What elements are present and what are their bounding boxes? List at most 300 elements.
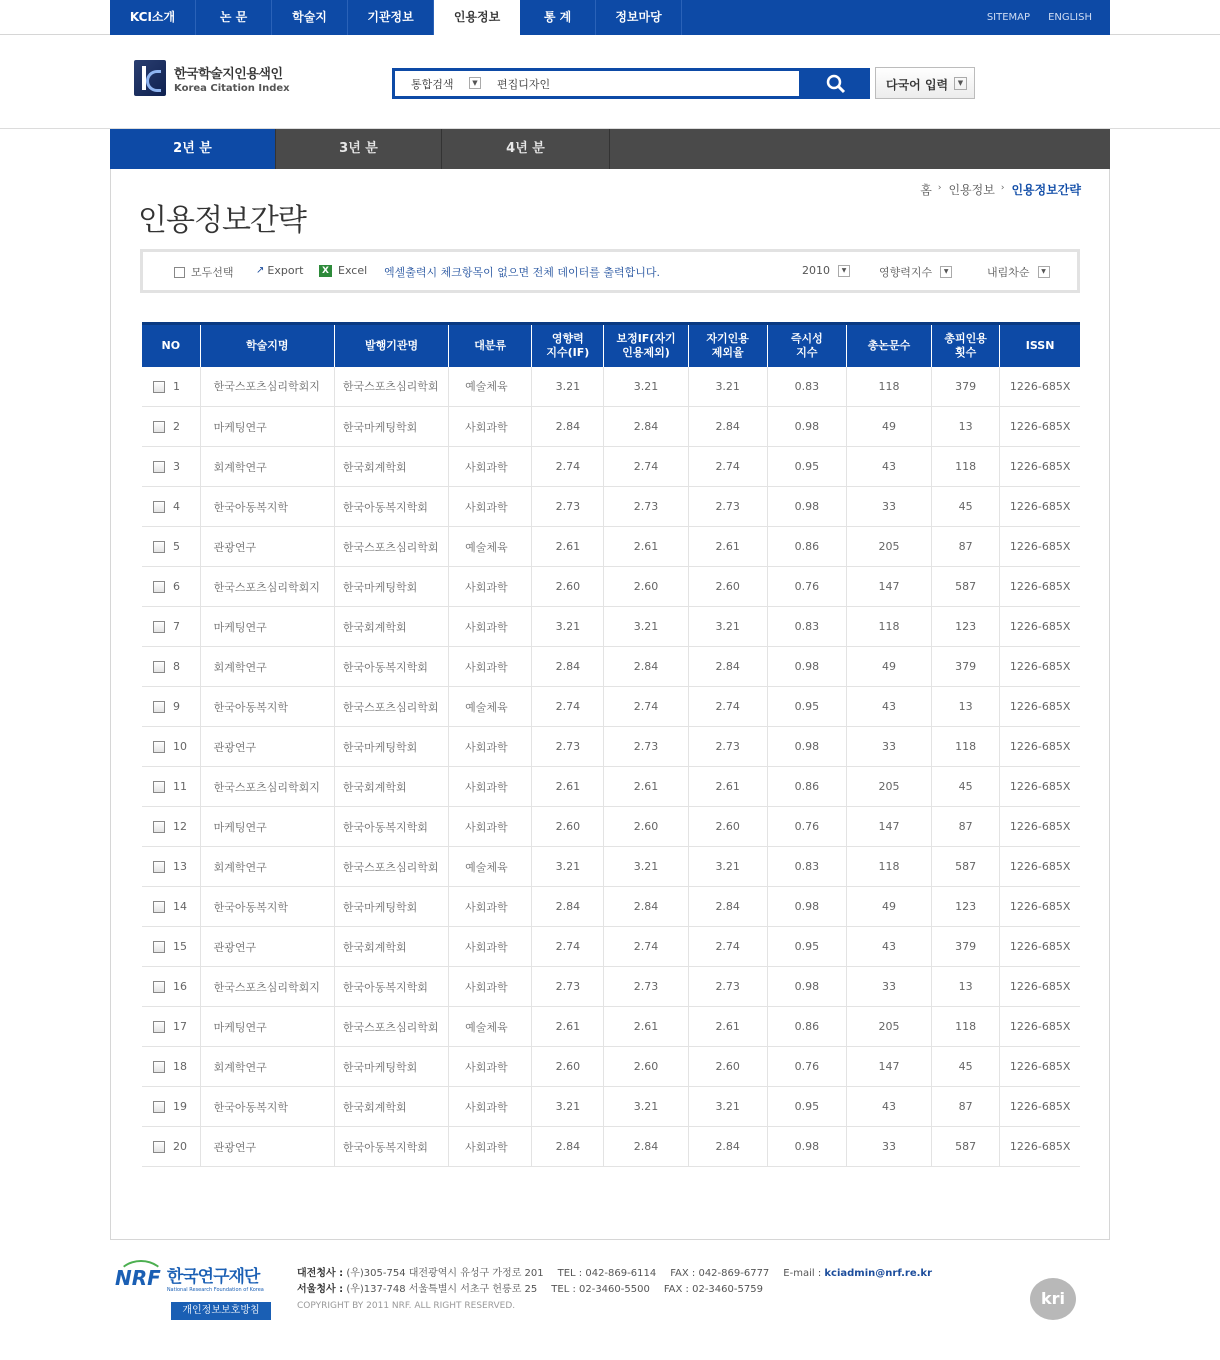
issn: 1226-685X	[1000, 527, 1080, 567]
adjusted-if: 2.60	[604, 567, 688, 607]
category: 사회과학	[449, 407, 532, 447]
row-number-label: 20	[173, 1140, 187, 1153]
immediacy-index: 0.95	[767, 687, 846, 727]
row-checkbox[interactable]	[153, 781, 165, 793]
row-number	[142, 447, 200, 487]
immediacy-index: 0.76	[767, 567, 846, 607]
row-checkbox[interactable]	[153, 701, 165, 713]
journal-name[interactable]: 관광연구	[200, 927, 334, 967]
immediacy-index: 0.95	[767, 447, 846, 487]
table-row	[142, 967, 1080, 1007]
issn: 1226-685X	[1000, 847, 1080, 887]
adjusted-if: 2.60	[604, 1047, 688, 1087]
row-checkbox[interactable]	[153, 621, 165, 633]
impact-factor: 3.21	[532, 847, 604, 887]
self-citation-rate: 2.84	[688, 1127, 767, 1167]
impact-factor: 2.61	[532, 1007, 604, 1047]
year-select[interactable]	[802, 264, 850, 277]
self-citation-rate: 2.60	[688, 807, 767, 847]
adjusted-if: 3.21	[604, 607, 688, 647]
excel-note: 엑셀출력시 체크항목이 없으면 전체 데이터를 출력합니다.	[384, 266, 661, 279]
impact-factor: 2.60	[532, 807, 604, 847]
row-number-label: 5	[173, 540, 180, 553]
category: 사회과학	[449, 767, 532, 807]
excel-button[interactable]	[319, 264, 367, 277]
header-no: NO	[142, 324, 200, 367]
row-number-label: 6	[173, 580, 180, 593]
export-icon: ↗	[256, 265, 265, 276]
total-citations: 87	[932, 807, 1000, 847]
top-bar	[0, 0, 1220, 35]
table-row	[142, 807, 1080, 847]
adjusted-if: 3.21	[604, 847, 688, 887]
immediacy-index: 0.83	[767, 607, 846, 647]
table-row	[142, 767, 1080, 807]
publisher-name: 한국마케팅학회	[334, 887, 448, 927]
table-row	[142, 1007, 1080, 1047]
category: 예술체육	[449, 1007, 532, 1047]
adjusted-if: 2.84	[604, 887, 688, 927]
self-citation-rate: 2.84	[688, 407, 767, 447]
nav-item-citation[interactable]: 인용정보	[434, 0, 520, 35]
row-number-label: 17	[173, 1020, 187, 1033]
row-number	[142, 847, 200, 887]
seoul-label: 서울청사 :	[297, 1284, 344, 1295]
issn: 1226-685X	[1000, 567, 1080, 607]
journal-name[interactable]: 회계학연구	[200, 847, 334, 887]
kri-logo[interactable]: kri	[1030, 1278, 1076, 1320]
publisher-name: 한국스포츠심리학회	[334, 687, 448, 727]
row-checkbox[interactable]	[153, 981, 165, 993]
issn: 1226-685X	[1000, 1007, 1080, 1047]
impact-factor: 2.61	[532, 767, 604, 807]
row-number	[142, 367, 200, 407]
category: 사회과학	[449, 1087, 532, 1127]
util-links	[987, 0, 1110, 35]
journal-name[interactable]: 한국아동복지학	[200, 487, 334, 527]
self-citation-rate: 2.74	[688, 927, 767, 967]
total-citations: 123	[932, 887, 1000, 927]
issn: 1226-685X	[1000, 727, 1080, 767]
category: 예술체육	[449, 367, 532, 407]
impact-factor: 2.84	[532, 1127, 604, 1167]
impact-factor: 2.73	[532, 967, 604, 1007]
publisher-name: 한국마케팅학회	[334, 727, 448, 767]
row-checkbox[interactable]	[153, 821, 165, 833]
row-checkbox[interactable]	[153, 381, 165, 393]
immediacy-index: 0.98	[767, 887, 846, 927]
main-content	[110, 169, 1110, 1240]
total-papers: 33	[846, 967, 931, 1007]
email-label: E-mail :	[783, 1268, 822, 1279]
issn: 1226-685X	[1000, 887, 1080, 927]
self-citation-rate: 2.61	[688, 767, 767, 807]
page-title: 인용정보간략	[138, 203, 306, 238]
publisher-name: 한국아동복지학회	[334, 647, 448, 687]
total-papers: 205	[846, 1007, 931, 1047]
total-papers: 147	[846, 807, 931, 847]
row-checkbox[interactable]	[153, 1101, 165, 1113]
category: 사회과학	[449, 927, 532, 967]
header-total-citations: 총피인용 횟수	[932, 324, 1000, 367]
total-citations: 13	[932, 687, 1000, 727]
footer-address	[297, 1266, 946, 1314]
row-number-label: 18	[173, 1060, 187, 1073]
adjusted-if: 2.61	[604, 1007, 688, 1047]
total-papers: 49	[846, 887, 931, 927]
immediacy-index: 0.86	[767, 527, 846, 567]
adjusted-if: 2.73	[604, 487, 688, 527]
issn: 1226-685X	[1000, 1087, 1080, 1127]
chevron-down-icon: ▼	[1038, 266, 1050, 278]
issn: 1226-685X	[1000, 647, 1080, 687]
table-row	[142, 527, 1080, 567]
self-citation-rate: 3.21	[688, 847, 767, 887]
total-citations: 379	[932, 927, 1000, 967]
tab-4year[interactable]: 4년 분	[442, 129, 610, 169]
impact-factor: 2.61	[532, 527, 604, 567]
publisher-name: 한국회계학회	[334, 927, 448, 967]
journal-name[interactable]: 회계학연구	[200, 1047, 334, 1087]
row-number	[142, 607, 200, 647]
row-number	[142, 1047, 200, 1087]
total-citations: 379	[932, 647, 1000, 687]
tab-2year[interactable]: 2년 분	[110, 129, 276, 169]
table-toolbar	[140, 249, 1080, 293]
total-citations: 13	[932, 967, 1000, 1007]
nav-item-papers[interactable]: 논 문	[196, 0, 272, 35]
nav-item-kci-intro[interactable]: KCI소개	[110, 0, 196, 35]
adjusted-if: 2.61	[604, 527, 688, 567]
multilang-input-button[interactable]	[875, 67, 975, 99]
self-citation-rate: 3.21	[688, 607, 767, 647]
impact-factor: 2.84	[532, 887, 604, 927]
adjusted-if: 2.60	[604, 807, 688, 847]
total-papers: 49	[846, 647, 931, 687]
row-checkbox[interactable]	[153, 941, 165, 953]
table-row	[142, 367, 1080, 407]
journal-name[interactable]: 회계학연구	[200, 647, 334, 687]
journal-name[interactable]: 관광연구	[200, 727, 334, 767]
row-checkbox[interactable]	[153, 901, 165, 913]
order-select[interactable]	[987, 264, 1050, 280]
journal-name[interactable]: 마케팅연구	[200, 407, 334, 447]
impact-factor: 2.74	[532, 927, 604, 967]
total-citations: 13	[932, 407, 1000, 447]
row-number	[142, 1007, 200, 1047]
total-papers: 33	[846, 487, 931, 527]
row-number-label: 12	[173, 820, 187, 833]
total-citations: 379	[932, 367, 1000, 407]
row-number	[142, 887, 200, 927]
footer	[110, 1240, 1110, 1360]
header-issn: ISSN	[1000, 324, 1080, 367]
row-checkbox[interactable]	[153, 421, 165, 433]
breadcrumb-home[interactable]: 홈	[920, 183, 932, 197]
immediacy-index: 0.98	[767, 647, 846, 687]
sort-by-select[interactable]	[879, 264, 952, 280]
logo-english: Korea Citation Index	[174, 82, 290, 94]
row-number	[142, 767, 200, 807]
publisher-name: 한국스포츠심리학회	[334, 367, 448, 407]
table-row	[142, 647, 1080, 687]
impact-factor: 2.73	[532, 487, 604, 527]
row-checkbox[interactable]	[153, 741, 165, 753]
issn: 1226-685X	[1000, 407, 1080, 447]
category: 사회과학	[449, 887, 532, 927]
row-number	[142, 527, 200, 567]
row-checkbox[interactable]	[153, 541, 165, 553]
breadcrumb	[916, 181, 1081, 198]
breadcrumb-current: 인용정보간략	[1011, 183, 1081, 197]
table-row	[142, 607, 1080, 647]
export-label: Export	[267, 264, 304, 277]
immediacy-index: 0.83	[767, 367, 846, 407]
total-papers: 147	[846, 567, 931, 607]
kci-logo-icon	[134, 60, 166, 96]
self-citation-rate: 2.60	[688, 567, 767, 607]
chevron-down-icon[interactable]: ▼	[469, 77, 481, 89]
chevron-right-icon: ›	[1000, 183, 1005, 193]
adjusted-if: 2.74	[604, 927, 688, 967]
journal-name[interactable]: 마케팅연구	[200, 607, 334, 647]
daejeon-label: 대전청사 :	[297, 1268, 344, 1279]
row-checkbox[interactable]	[153, 861, 165, 873]
nav-item-info[interactable]: 정보마당	[596, 0, 682, 35]
chevron-down-icon: ▼	[838, 265, 850, 277]
search-category[interactable]: 통합검색	[411, 78, 454, 91]
total-citations: 118	[932, 727, 1000, 767]
daejeon-fax: FAX : 042-869-6777	[670, 1268, 770, 1279]
row-number-label: 9	[173, 700, 180, 713]
immediacy-index: 0.98	[767, 727, 846, 767]
nrf-name-english: National Research Foundation of Korea	[166, 1287, 264, 1293]
main-nav	[110, 0, 1110, 35]
logo-korean: 한국학술지인용색인	[174, 66, 283, 82]
category: 사회과학	[449, 447, 532, 487]
total-papers: 49	[846, 407, 931, 447]
year-select-value: 2010	[802, 264, 830, 277]
search-button[interactable]	[802, 68, 870, 99]
nrf-logo-mark: NRF	[115, 1265, 161, 1290]
year-tabs	[110, 129, 1110, 169]
total-papers: 43	[846, 927, 931, 967]
kci-logo[interactable]	[134, 60, 290, 96]
total-citations: 87	[932, 1087, 1000, 1127]
journal-name[interactable]: 한국아동복지학	[200, 687, 334, 727]
issn: 1226-685X	[1000, 447, 1080, 487]
category: 사회과학	[449, 727, 532, 767]
row-checkbox[interactable]	[153, 461, 165, 473]
impact-factor: 3.21	[532, 1087, 604, 1127]
excel-icon: X	[319, 265, 332, 277]
row-number	[142, 567, 200, 607]
journal-name[interactable]: 한국아동복지학	[200, 887, 334, 927]
row-number-label: 11	[173, 780, 187, 793]
chevron-down-icon: ▼	[954, 77, 967, 90]
sitemap-link[interactable]: SITEMAP	[986, 12, 1031, 23]
total-citations: 587	[932, 847, 1000, 887]
self-citation-rate: 2.73	[688, 727, 767, 767]
issn: 1226-685X	[1000, 1047, 1080, 1087]
total-citations: 587	[932, 1127, 1000, 1167]
row-checkbox[interactable]	[153, 581, 165, 593]
table-header-row	[142, 324, 1080, 367]
select-all-checkbox[interactable]	[174, 264, 234, 280]
journal-name[interactable]: 한국스포츠심리학회지	[200, 367, 334, 407]
category: 예술체육	[449, 847, 532, 887]
row-checkbox[interactable]	[153, 661, 165, 673]
total-papers: 33	[846, 1127, 931, 1167]
issn: 1226-685X	[1000, 967, 1080, 1007]
publisher-name: 한국아동복지학회	[334, 807, 448, 847]
immediacy-index: 0.98	[767, 967, 846, 1007]
adjusted-if: 2.84	[604, 1127, 688, 1167]
journal-name[interactable]: 한국스포츠심리학회지	[200, 567, 334, 607]
issn: 1226-685X	[1000, 1127, 1080, 1167]
privacy-policy-button[interactable]: 개인정보보호방침	[171, 1302, 271, 1320]
impact-factor: 2.74	[532, 687, 604, 727]
row-number	[142, 967, 200, 1007]
journal-name[interactable]: 한국아동복지학	[200, 1087, 334, 1127]
total-citations: 45	[932, 767, 1000, 807]
breadcrumb-citation[interactable]: 인용정보	[948, 183, 995, 197]
immediacy-index: 0.98	[767, 487, 846, 527]
journal-name[interactable]: 관광연구	[200, 1127, 334, 1167]
category: 예술체육	[449, 527, 532, 567]
nrf-logo[interactable]	[115, 1262, 264, 1293]
total-citations: 45	[932, 1047, 1000, 1087]
header-immediacy-index: 즉시성 지수	[767, 324, 846, 367]
chevron-down-icon: ▼	[940, 266, 952, 278]
seoul-fax: FAX : 02-3460-5759	[663, 1284, 763, 1295]
table-row	[142, 887, 1080, 927]
issn: 1226-685X	[1000, 687, 1080, 727]
order-value: 내림차순	[987, 266, 1030, 279]
journal-name[interactable]: 마케팅연구	[200, 1007, 334, 1047]
tab-3year[interactable]: 3년 분	[276, 129, 442, 169]
self-citation-rate: 2.74	[688, 447, 767, 487]
nav-item-statistics[interactable]: 통 계	[520, 0, 596, 35]
header-adjusted-if: 보정IF(자기 인용제외)	[604, 324, 688, 367]
row-checkbox[interactable]	[153, 1061, 165, 1073]
impact-factor: 3.21	[532, 367, 604, 407]
publisher-name: 한국스포츠심리학회	[334, 527, 448, 567]
impact-factor: 2.74	[532, 447, 604, 487]
row-number-label: 13	[173, 860, 187, 873]
adjusted-if: 2.61	[604, 767, 688, 807]
publisher-name: 한국회계학회	[334, 447, 448, 487]
self-citation-rate: 2.73	[688, 487, 767, 527]
row-number	[142, 407, 200, 447]
self-citation-rate: 2.84	[688, 647, 767, 687]
total-citations: 87	[932, 527, 1000, 567]
header-self-citation-rate: 자기인용 제외율	[688, 324, 767, 367]
search-icon	[826, 74, 846, 94]
select-all-label: 모두선택	[191, 266, 234, 279]
table-row	[142, 1087, 1080, 1127]
row-number-label: 4	[173, 500, 180, 513]
immediacy-index: 0.86	[767, 767, 846, 807]
multilang-label: 다국어 입력	[886, 78, 949, 92]
journal-name[interactable]: 한국스포츠심리학회지	[200, 967, 334, 1007]
table-row	[142, 407, 1080, 447]
table-row	[142, 727, 1080, 767]
header-total-papers: 총논문수	[846, 324, 931, 367]
row-checkbox[interactable]	[153, 1021, 165, 1033]
journal-name[interactable]: 관광연구	[200, 527, 334, 567]
daejeon-address: (우)305-754 대전광역시 유성구 가정로 201	[346, 1268, 544, 1279]
row-checkbox[interactable]	[153, 501, 165, 513]
category: 사회과학	[449, 967, 532, 1007]
search-box	[392, 68, 870, 99]
row-number	[142, 1087, 200, 1127]
header-category: 대분류	[449, 324, 532, 367]
self-citation-rate: 2.84	[688, 887, 767, 927]
email-link[interactable]: kciadmin@nrf.re.kr	[824, 1268, 933, 1279]
publisher-name: 한국회계학회	[334, 607, 448, 647]
category: 사회과학	[449, 807, 532, 847]
row-checkbox[interactable]	[153, 1141, 165, 1153]
impact-factor: 3.21	[532, 607, 604, 647]
publisher-name: 한국스포츠심리학회	[334, 1007, 448, 1047]
immediacy-index: 0.95	[767, 1087, 846, 1127]
category: 사회과학	[449, 607, 532, 647]
row-number	[142, 727, 200, 767]
impact-factor: 2.84	[532, 647, 604, 687]
row-number	[142, 807, 200, 847]
journal-name[interactable]: 회계학연구	[200, 447, 334, 487]
export-button[interactable]	[256, 264, 303, 277]
journal-name[interactable]: 한국스포츠심리학회지	[200, 767, 334, 807]
nav-item-institutions[interactable]: 기관정보	[348, 0, 434, 35]
publisher-name: 한국마케팅학회	[334, 407, 448, 447]
seoul-address: (우)137-748 서울특별시 서초구 헌릉로 25	[346, 1284, 538, 1295]
row-number	[142, 687, 200, 727]
row-number-label: 1	[173, 379, 180, 393]
checkbox-icon	[174, 267, 185, 278]
seoul-tel: TEL : 02-3460-5500	[551, 1284, 650, 1295]
total-papers: 43	[846, 447, 931, 487]
search-input[interactable]	[497, 75, 787, 92]
journal-name[interactable]: 마케팅연구	[200, 807, 334, 847]
adjusted-if: 3.21	[604, 1087, 688, 1127]
impact-factor: 2.84	[532, 407, 604, 447]
issn: 1226-685X	[1000, 367, 1080, 407]
chevron-right-icon: ›	[937, 183, 942, 193]
adjusted-if: 2.84	[604, 407, 688, 447]
total-citations: 118	[932, 447, 1000, 487]
self-citation-rate: 2.74	[688, 687, 767, 727]
table-row	[142, 567, 1080, 607]
self-citation-rate: 3.21	[688, 367, 767, 407]
english-link[interactable]: ENGLISH	[1048, 12, 1092, 23]
issn: 1226-685X	[1000, 607, 1080, 647]
total-papers: 43	[846, 1087, 931, 1127]
adjusted-if: 2.84	[604, 647, 688, 687]
total-citations: 118	[932, 1007, 1000, 1047]
category: 사회과학	[449, 1127, 532, 1167]
row-number	[142, 647, 200, 687]
nav-item-journals[interactable]: 학술지	[272, 0, 348, 35]
row-number-label: 19	[173, 1100, 187, 1113]
self-citation-rate: 2.60	[688, 1047, 767, 1087]
nrf-name-korean: 한국연구재단	[166, 1267, 260, 1287]
immediacy-index: 0.98	[767, 407, 846, 447]
publisher-name: 한국아동복지학회	[334, 487, 448, 527]
row-number-label: 7	[173, 620, 180, 633]
immediacy-index: 0.76	[767, 807, 846, 847]
